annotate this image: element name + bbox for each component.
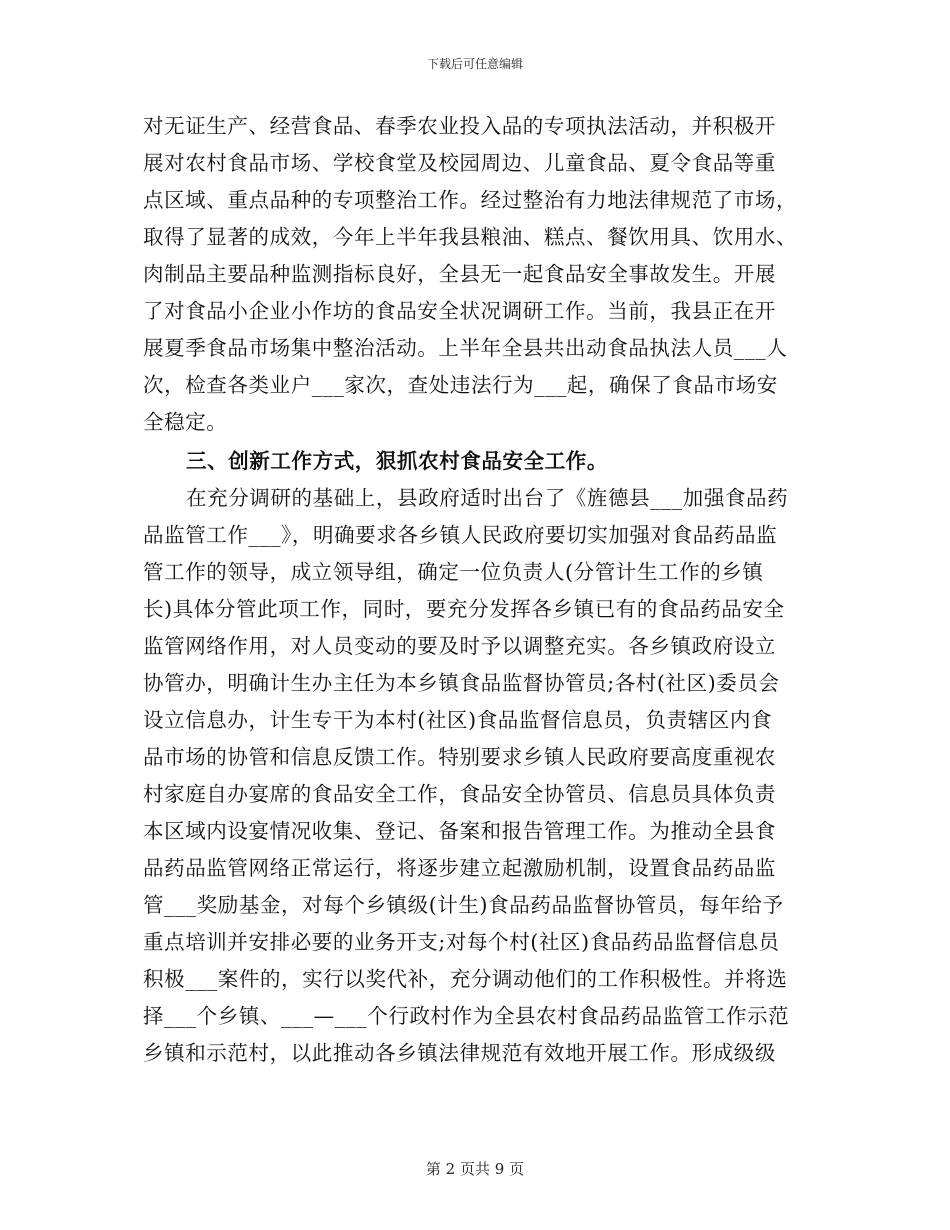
body-line: 展对农村食品市场、学校食堂及校园周边、儿童食品、夏令食品等重 xyxy=(143,151,776,175)
body-line: 展夏季食品市场集中整治活动。上半年全县共出动食品执法人员___人 xyxy=(143,336,788,360)
body-line: 点区域、重点品种的专项整治工作。经过整治有力地法律规范了市场， xyxy=(143,188,798,212)
page-header: 下载后可任意编辑 xyxy=(426,57,523,71)
body-line: 品监管工作___》，明确要求各乡镇人民政府要切实加强对食品药品监 xyxy=(143,523,778,547)
body-line: 择___个乡镇、___—___个行政村作为全县农村食品药品监管工作示范 xyxy=(143,1004,790,1028)
body-line: 品市场的协管和信息反馈工作。特别要求乡镇人民政府要高度重视农 xyxy=(143,745,776,769)
body-line: 本区域内设宴情况收集、登记、备案和报告管理工作。为推动全县食 xyxy=(143,819,776,843)
body-line: 对无证生产、经营食品、春季农业投入品的专项执法活动，并积极开 xyxy=(143,114,776,138)
body-line: 全稳定。 xyxy=(143,410,228,434)
body-line: 了对食品小企业小作坊的食品安全状况调研工作。当前，我县正在开 xyxy=(143,299,776,323)
section-heading: 三、创新工作方式，狠抓农村食品安全工作。 xyxy=(186,449,608,473)
body-line: 管___奖励基金，对每个乡镇级(计生)食品药品监督协管员，每年给予 xyxy=(143,893,784,917)
body-line: 监管网络作用，对人员变动的要及时予以调整充实。各乡镇政府设立 xyxy=(143,634,776,658)
body-line: 乡镇和示范村，以此推动各乡镇法律规范有效地开展工作。形成级级 xyxy=(143,1041,776,1065)
body-line: 在充分调研的基础上，县政府适时出台了《旌德县___加强食品药 xyxy=(186,486,789,510)
body-line: 村家庭自办宴席的食品安全工作，食品安全协管员、信息员具体负责 xyxy=(143,782,776,806)
body-line: 管工作的领导，成立领导组，确定一位负责人(分管计生工作的乡镇 xyxy=(143,560,764,584)
body-line: 品药品监管网络正常运行，将逐步建立起激励机制，设置食品药品监 xyxy=(143,856,776,880)
body-line: 取得了显著的成效，今年上半年我县粮油、糕点、餐饮用具、饮用水、 xyxy=(143,225,798,249)
body-line: 设立信息办，计生专干为本村(社区)食品监督信息员，负责辖区内食 xyxy=(143,708,773,732)
body-line: 重点培训并安排必要的业务开支;对每个村(社区)食品药品监督信息员 xyxy=(143,930,780,954)
page-footer: 第 2 页共 9 页 xyxy=(425,1160,525,1178)
body-line: 肉制品主要品种监测指标良好，全县无一起食品安全事故发生。开展 xyxy=(143,262,776,286)
body-line: 协管办，明确计生办主任为本乡镇食品监督协管员;各村(社区)委员会 xyxy=(143,671,780,695)
body-line: 次，检查各类业户___家次，查处违法行为___起，确保了食品市场安 xyxy=(143,373,778,397)
body-line: 长)具体分管此项工作，同时，要充分发挥各乡镇已有的食品药品安全 xyxy=(143,597,785,621)
body-line: 积极___案件的，实行以奖代补，充分调动他们的工作积极性。并将选 xyxy=(143,967,788,991)
